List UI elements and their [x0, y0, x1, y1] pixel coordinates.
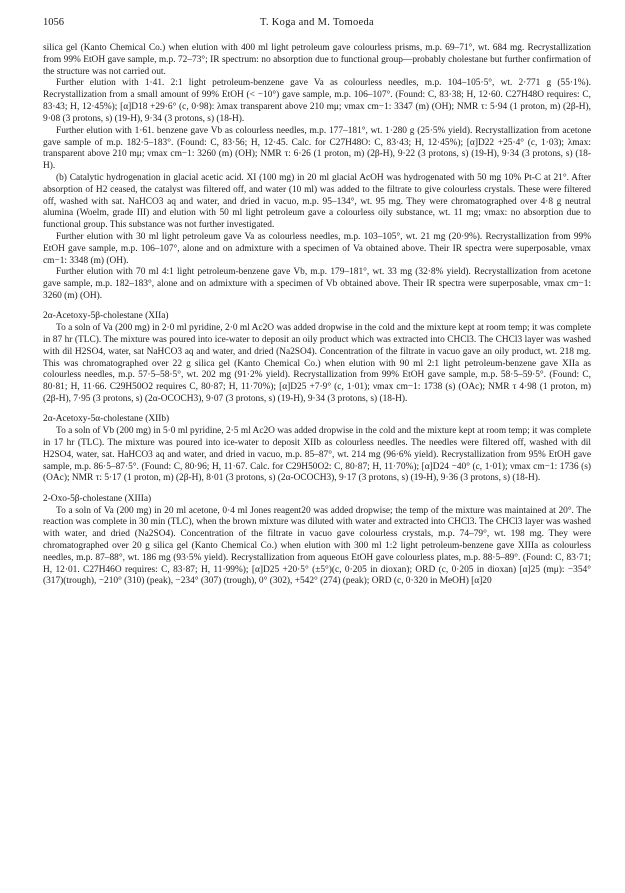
body-text	[43, 43, 591, 588]
running-header-authors: T. Koga and M. Tomoeda	[260, 17, 374, 28]
paragraph: To a soln of Va (200 mg) in 20 ml acetone, 0·4 ml Jones reagent20 was added dropwise; the temp of the mixture was maintained at 20°. The reaction was complete in 30 min (TLC), when the brown mixture was diluted with water and extracted into CHCl3. The CHCl3 layer was washed with water, and dried (Na2SO4). Concentration of the filtrate in vacuo gave colourless crystals, m.p. 74–79°, wt. 198 mg. They were chromatographed over 20 g silica gel (Kanto Chemical Co.) when elution with 300 ml 1:2 light petroleum-benzene gave XIIIa as colourless needles, m.p. 87–88°, wt. 186 mg (93·5% yield). Recrystallization from aqueous EtOH gave colourless plates, m.p. 88·5–89°. (Found: C, 83·71; H, 12·01. C27H46O requires: C, 83·87; H, 11·99%); [α]D25 +20·5° (±5°)(c, 0·205 in dioxan); ORD (c, 0·205 in dioxan) [α]25 (mμ): −354° (317)(trough), −210° (310) (peak), −234° (307) (trough), 0° (302), +542° (274) (peak); ORD (c, 0·320 in MeOH) [α]20	[43, 505, 591, 587]
section-heading: 2α-Acetoxy-5α-cholestane (XIIb)	[43, 414, 170, 425]
paragraph: Further elution with 1·61. benzene gave Vb as colourless needles, m.p. 177–181°, wt. 1·280 g (25·5% yield). Recrystallization from acetone gave sample of m.p. 182·5–183°. (Found: C, 83·56; H, 12·45. Calc. for C27H48O: C, 83·43; H, 12·45%); [α]D22 +25·4° (c, 1·03); λmax: transparent above 210 mμ; νmax cm−1: 3260 (m) (OH); NMR τ: 6·26 (1 proton, m) (2β-H), 9·22 (3 protons, s) (19-H), 9·34 (3 protons, s) (18-H).	[43, 125, 591, 172]
paragraph: Further elution with 70 ml 4:1 light petroleum-benzene gave Vb, m.p. 179–181°, wt. 33 mg (32·8% yield). Recrystallization from acetone gave sample, m.p. 182–183°, alone and on admixture with a specimen of Vb obtained above. Their IR spectra were superposable, νmax cm−1: 3260 (m) (OH).	[43, 267, 591, 302]
paragraph: To a soln of Vb (200 mg) in 5·0 ml pyridine, 2·5 ml Ac2O was added dropwise in the cold and the mixture kept at room temp; it was complete in 17 hr (TLC). The mixture was poured into ice-water to deposit XIIb as colourless needles. The needles were filtered off, washed with dil H2SO4, water, sat. HaHCO3 aq and water, and dried in vacuo, m.p. 85–87°, wt. 214 mg (96·6% yield). Recrystallization from 95% EtOH gave sample, m.p. 86·5–87·5°. (Found: C, 80·96; H, 11·67. Calc. for C29H50O2: C, 80·87; H, 11·70%); [α]D24 −40° (c, 1·01); νmax cm−1: 1736 (s) (OAc); NMR τ: 5·17 (1 proton, m) (2β-H), 8·01 (3 protons, s) (2α-OCOCH3), 9·17 (3 protons, s) (19-H), 9·36 (3 protons, s) (18-H).	[43, 426, 591, 484]
page-number: 1056	[43, 17, 64, 28]
paragraph: (b) Catalytic hydrogenation in glacial acetic acid. XI (100 mg) in 20 ml glacial AcOH was hydrogenated with 50 mg 10% Pt-C at 21°. After absorption of H2 ceased, the catalyst was filtered off, and water (10 ml) was added to the filtrate to give colourless crystals. These were filtered off, washed with sat. NaHCO3 aq and water, and dried in vacuo, m.p. 95–134°, wt. 95 mg. They were chromatographed over 4·8 g neutral alumina (Woelm, grade III) and elution with 50 ml light petroleum gave a colourless oily substance, wt. 11 mg; νmax: no absorption due to functional group. This substance was not further investigated.	[43, 172, 591, 231]
running-header	[43, 17, 591, 31]
paragraph: To a soln of Va (200 mg) in 2·0 ml pyridine, 2·0 ml Ac2O was added dropwise in the cold and the mixture kept at room temp; it was complete in 87 hr (TLC). The mixture was poured into ice-water to deposit an oily product which was extracted into CHCl3. The CHCl3 layer was washed with dil H2SO4, water, sat NaHCO3 aq and water, and dried (Na2SO4). Concentration of the filtrate in vacuo gave an oily product, wt. 218 mg. This was chromatographed over 22 g silica gel (Kanto Chemical Co.) when elution with 90 ml 2:1 light petroleum-benzene gave XIIa as colourless needles, m.p. 57·5–58·5°, wt. 202 mg (91·2% yield). Recrystallization from 99% EtOH gave sample, m.p. 58·5–59·5°. (Found: C, 80·81; H, 11·66. C29H50O2 requires C, 80·87; H, 11·70%); [α]D25 +7·9° (c, 1·01); νmax cm−1: 1738 (s) (OAc); NMR τ 4·98 (1 proton, m) (2β-H), 7·95 (3 protons, s) (2α-OCOCH3), 9·07 (3 protons, s) (19-H), 9·34 (3 protons, s) (18-H).	[43, 323, 591, 405]
paragraph: Further elution with 30 ml light petroleum gave Va as colourless needles, m.p. 103–105°, wt. 21 mg (20·9%). Recrystallization from 99% EtOH gave sample, m.p. 106–107°, alone and on admixture with a specimen of Va obtained above. Their IR spectra were superposable, νmax cm−1: 3348 (m) (OH).	[43, 232, 591, 266]
paragraph: silica gel (Kanto Chemical Co.) when elution with 400 ml light petroleum gave colourless prisms, m.p. 69–71°, wt. 684 mg. Recrystallization from 99% EtOH gave sample, m.p. 72–73°; IR spectrum: no absorption due to functional group—probably cholestane but further confirmation of the structure was not carried out.	[43, 43, 591, 77]
section-heading: 2-Oxo-5β-cholestane (XIIIa)	[43, 493, 152, 504]
paragraph: Further elution with 1·41. 2:1 light petroleum-benzene gave Va as colourless needles, m.p. 104–105·5°, wt. 2·771 g (55·1%). Recrystallization from a small amount of 99% EtOH (< −10°) gave sample, m.p. 106–107°. (Found: C, 83·38; H, 12·60. C27H48O requires: C, 83·43; H, 12·45%); [α]D18 +29·6° (c, 0·98): λmax transparent above 210 mμ; νmax cm−1: 3347 (m) (OH); NMR τ: 5·94 (1 proton, m) (2β-H), 9·08 (3 protons, s) (19-H), 9·34 (3 protons, s) (18-H).	[43, 78, 591, 124]
section-heading: 2α-Acetoxy-5β-cholestane (XIIa)	[43, 311, 169, 322]
